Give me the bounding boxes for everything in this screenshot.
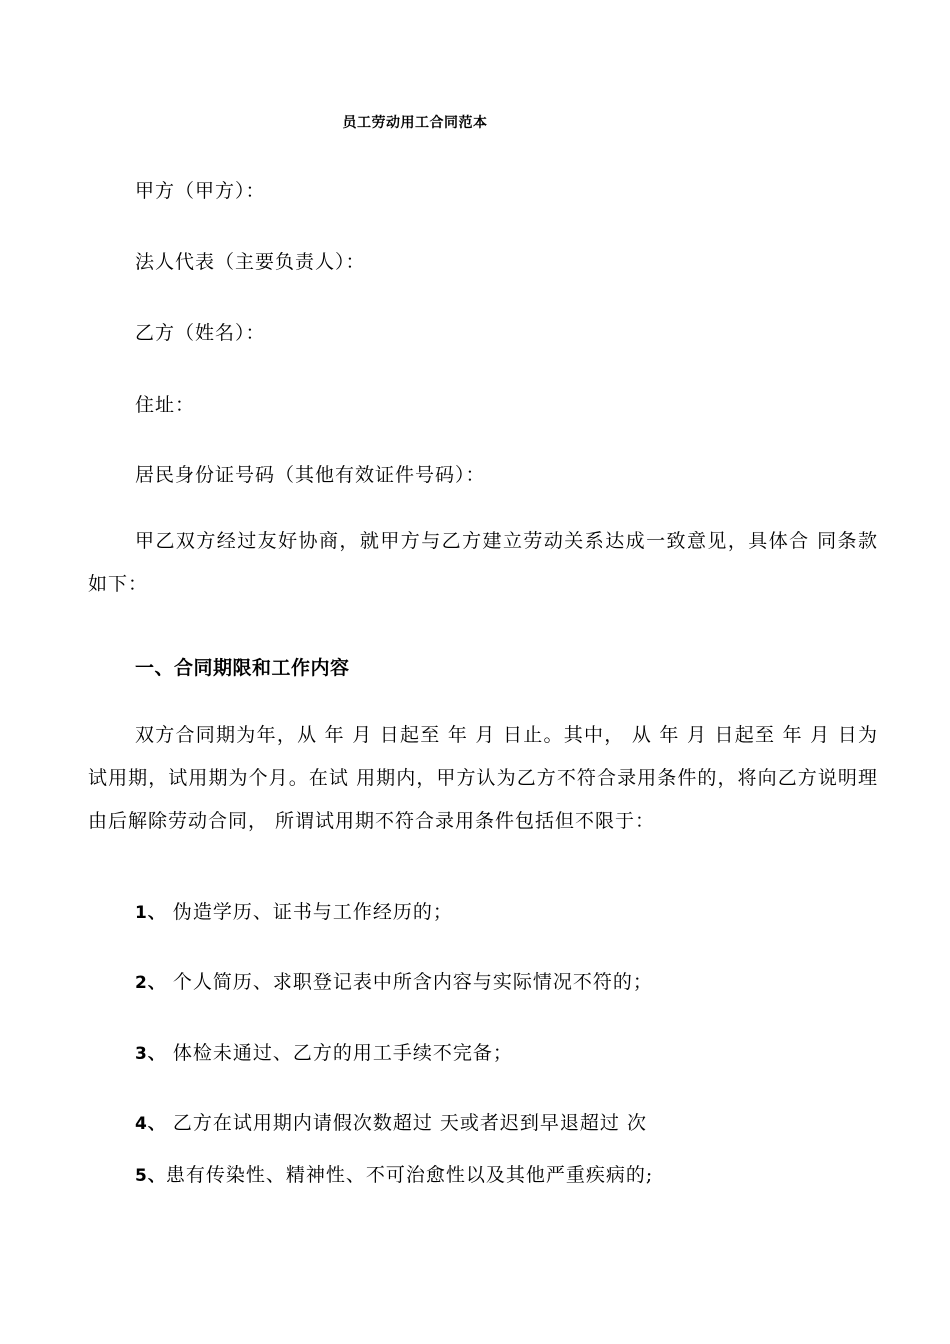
list-item	[135, 1108, 647, 1135]
address-field: 住址：	[135, 394, 196, 416]
list-item-text: 体检未通过、乙方的用工手续不完备；	[165, 1042, 513, 1064]
list-item	[135, 1160, 653, 1187]
list-item	[135, 897, 453, 924]
legal-rep-field: 法人代表（主要负责人）：	[135, 251, 366, 273]
list-item-text: 乙方在试用期内请假次数超过 天或者迟到早退超过 次	[165, 1112, 647, 1134]
list-item-text: 个人简历、求职登记表中所含内容与实际情况不符的；	[165, 971, 653, 993]
list-item	[135, 1038, 513, 1065]
document-title: 员工劳动用工合同范本	[342, 115, 488, 131]
list-item	[135, 967, 653, 994]
list-item-number: 1、	[135, 903, 166, 923]
list-item-text: 患有传染性、精神性、不可治愈性以及其他严重疾病的;	[165, 1164, 654, 1186]
party-a-field: 甲方（甲方）：	[135, 180, 266, 202]
list-item-number: 4、	[135, 1114, 166, 1134]
list-item-number: 2、	[135, 973, 166, 993]
id-number-field: 居民身份证号码（其他有效证件号码）：	[135, 464, 486, 486]
section-1-heading: 一、合同期限和工作内容	[135, 657, 350, 679]
list-item-number: 3、	[135, 1044, 166, 1064]
list-item-text: 伪造学历、证书与工作经历的；	[165, 901, 453, 923]
intro-paragraph: 甲乙双方经过友好协商，就甲方与乙方建立劳动关系达成一致意见，具体合 同条款如下：	[88, 530, 878, 595]
party-b-field: 乙方（姓名）：	[135, 322, 266, 344]
list-item-number: 5、	[135, 1166, 166, 1186]
section-1-body: 双方合同期为年，从 年 月 日起至 年 月 日止。其中， 从 年 月 日起至 年 月 日为试用期，试用期为个月。在试 用期内，甲方认为乙方不符合录用条件的，将向乙方说明理由后解除劳动合同， 所谓试用期不符合录用条件包括但不限于：	[88, 724, 878, 832]
